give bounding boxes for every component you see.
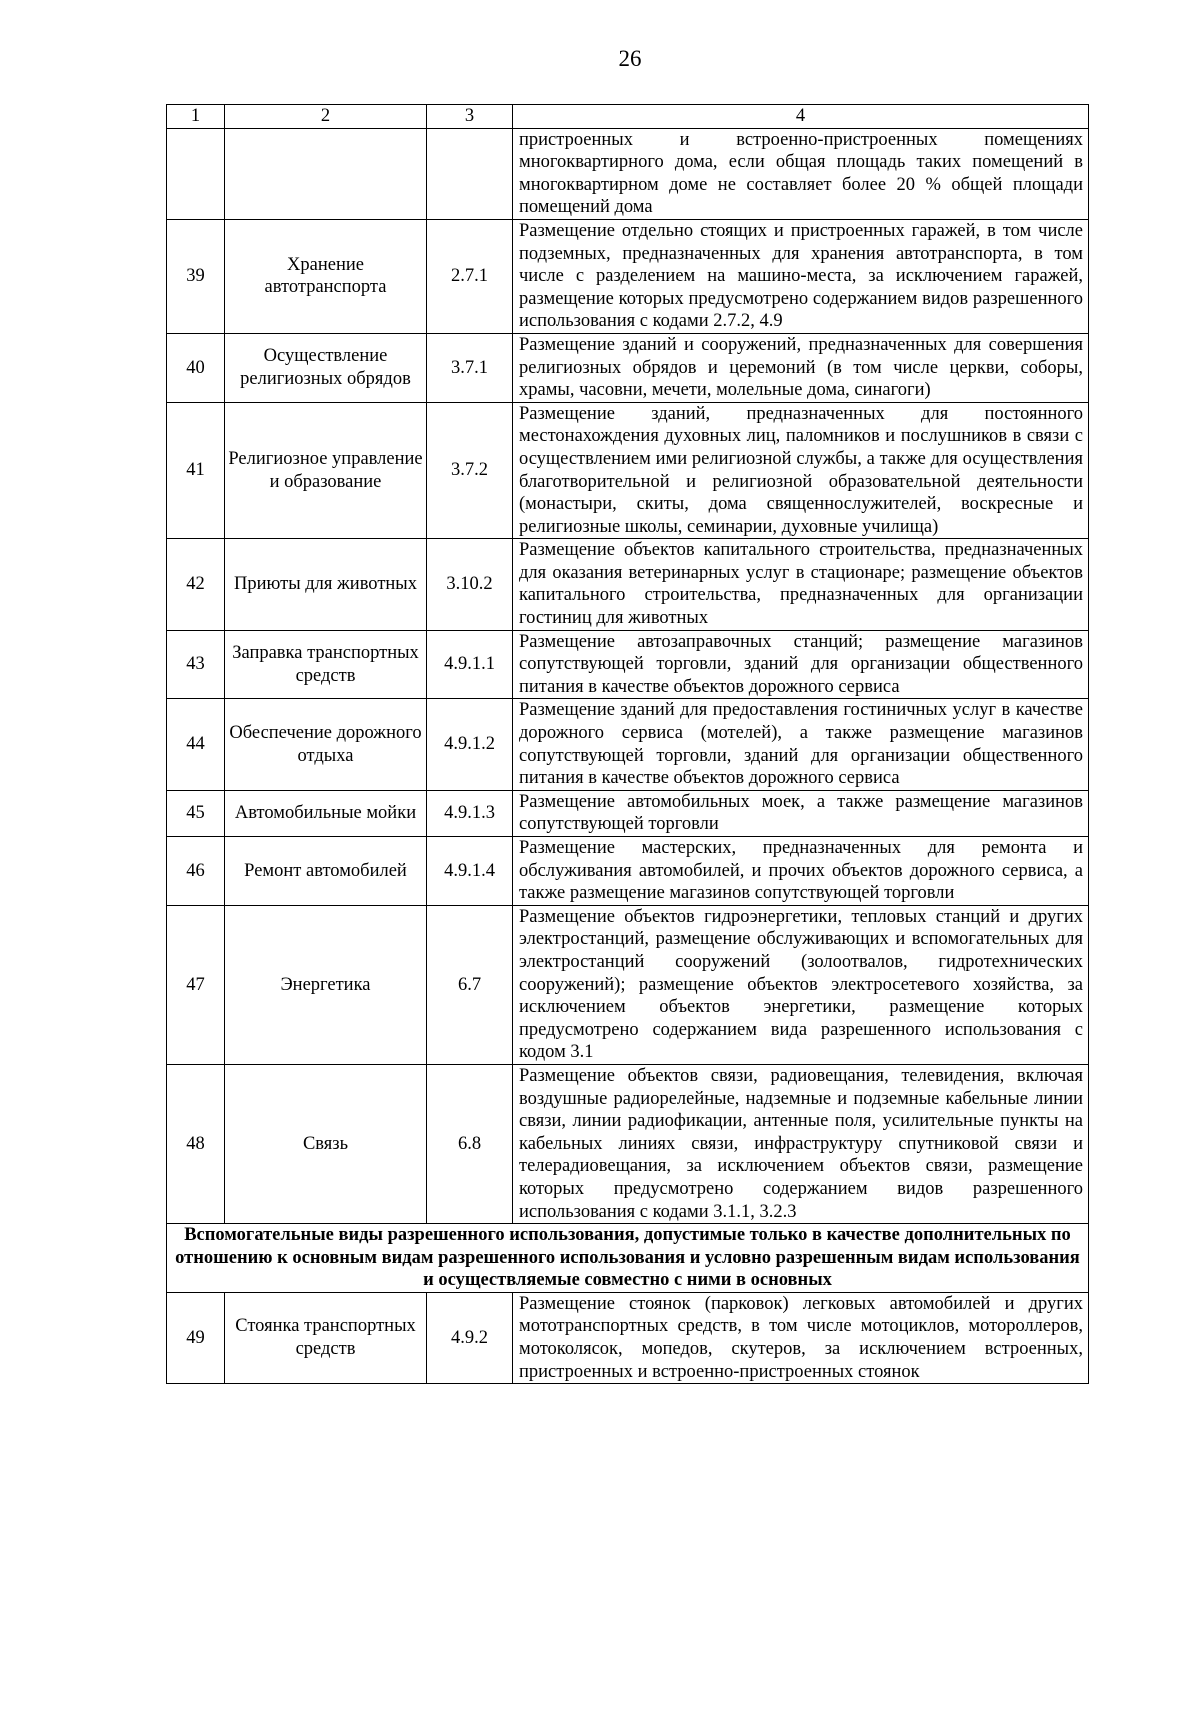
table-row xyxy=(167,539,1089,630)
table-row xyxy=(167,333,1089,402)
table-row xyxy=(167,837,1089,906)
use-code: 4.9.1.3 xyxy=(427,790,513,836)
use-name: Связь xyxy=(225,1064,427,1223)
table-row xyxy=(167,630,1089,699)
use-description: Размещение объектов гидроэнергетики, тепловых станций и других электростанций, размещение обслуживающих и вспомогательных для электростанций сооружений (золоотвалов, гидротехнических сооружений); размещение объектов электросетевого хозяйства, за исключением объектов энергетики, размещение которых предусмотрено содержанием вида разрешенного использования с кодом 3.1 xyxy=(513,905,1089,1064)
use-name: Энергетика xyxy=(225,905,427,1064)
row-number: 48 xyxy=(167,1064,225,1223)
table-header-row xyxy=(167,105,1089,129)
use-description: Размещение зданий, предназначенных для постоянного местонахождения духовных лиц, паломников и послушников в связи с осуществлением ими религиозной службы, а также для осуществления благотворительной и религиозной образовательной деятельности (монастыри, скиты, дома священнослужителей, воскресные и религиозные школы, семинарии, духовные училища) xyxy=(513,402,1089,539)
land-use-table xyxy=(166,104,1088,1384)
use-code: 3.7.1 xyxy=(427,333,513,402)
table-row xyxy=(167,1292,1089,1383)
table-row xyxy=(167,219,1089,333)
row-number: 39 xyxy=(167,219,225,333)
use-description: Размещение объектов капитального строительства, предназначенных для оказания ветеринарных услуг в стационаре; размещение объектов капитального строительства, предназначенных для организации гостиниц для животных xyxy=(513,539,1089,630)
row-number: 43 xyxy=(167,630,225,699)
use-code: 3.10.2 xyxy=(427,539,513,630)
column-header-2: 2 xyxy=(225,105,427,129)
use-description: Размещение объектов связи, радиовещания, телевидения, включая воздушные радиорелейные, надземные и подземные кабельные линии связи, линии радиофикации, антенные поля, усилительные пункты на кабельных линиях связи, инфраструктуру спутниковой связи и телерадиовещания, за исключением объектов связи, размещение которых предусмотрено содержанием видов разрешенного использования с кодами 3.1.1, 3.2.3 xyxy=(513,1064,1089,1223)
use-description: Размещение отдельно стоящих и пристроенных гаражей, в том числе подземных, предназначенных для хранения автотранспорта, в том числе с разделением на машино-места, за исключением гаражей, размещение которых предусмотрено содержанием видов разрешенного использования с кодами 2.7.2, 4.9 xyxy=(513,219,1089,333)
use-description: Размещение зданий для предоставления гостиничных услуг в качестве дорожного сервиса (мотелей), а также размещение магазинов сопутствующей торговли, зданий для организации общественного питания в качестве объектов дорожного сервиса xyxy=(513,699,1089,790)
continuation-text: пристроенных и встроенно-пристроенных помещениях многоквартирного дома, если общая площадь таких помещений в многоквартирном доме не составляет более 20 % общей площади помещений дома xyxy=(513,128,1089,219)
use-code: 4.9.2 xyxy=(427,1292,513,1383)
table-row xyxy=(167,402,1089,539)
row-number: 46 xyxy=(167,837,225,906)
use-name: Стоянка транспортных средств xyxy=(225,1292,427,1383)
use-name: Осуществление религиозных обрядов xyxy=(225,333,427,402)
use-code: 2.7.1 xyxy=(427,219,513,333)
table-row xyxy=(167,699,1089,790)
use-description: Размещение автозаправочных станций; размещение магазинов сопутствующей торговли, зданий для организации общественного питания в качестве объектов дорожного сервиса xyxy=(513,630,1089,699)
use-name: Заправка транспортных средств xyxy=(225,630,427,699)
use-description: Размещение зданий и сооружений, предназначенных для совершения религиозных обрядов и церемоний (в том числе церкви, соборы, храмы, часовни, мечети, молельные дома, синагоги) xyxy=(513,333,1089,402)
use-name: Приюты для животных xyxy=(225,539,427,630)
table-row xyxy=(167,905,1089,1064)
column-header-3: 3 xyxy=(427,105,513,129)
use-code: 6.7 xyxy=(427,905,513,1064)
section-heading: Вспомогательные виды разрешенного использования, допустимые только в качестве дополнительных по отношению к основным видам разрешенного использования и условно разрешенным видам использования и осуществляемые совместно с ними в основных xyxy=(167,1224,1089,1293)
use-code: 3.7.2 xyxy=(427,402,513,539)
row-number: 40 xyxy=(167,333,225,402)
use-code: 4.9.1.4 xyxy=(427,837,513,906)
use-name: Хранение автотранспорта xyxy=(225,219,427,333)
use-code: 4.9.1.1 xyxy=(427,630,513,699)
table-row xyxy=(167,790,1089,836)
table-row-continuation xyxy=(167,128,1089,219)
use-code: 6.8 xyxy=(427,1064,513,1223)
row-number: 45 xyxy=(167,790,225,836)
use-description: Размещение стоянок (парковок) легковых автомобилей и других мототранспортных средств, в том числе мотоциклов, мотороллеров, мотоколясок, мопедов, скутеров, за исключением встроенных, пристроенных и встроенно-пристроенных стоянок xyxy=(513,1292,1089,1383)
use-name: Религиозное управление и образование xyxy=(225,402,427,539)
page-number: 26 xyxy=(618,46,642,71)
use-name: Обеспечение дорожного отдыха xyxy=(225,699,427,790)
row-number: 41 xyxy=(167,402,225,539)
use-code: 4.9.1.2 xyxy=(427,699,513,790)
column-header-1: 1 xyxy=(167,105,225,129)
use-name: Ремонт автомобилей xyxy=(225,837,427,906)
row-number: 44 xyxy=(167,699,225,790)
use-description: Размещение автомобильных моек, а также размещение магазинов сопутствующей торговли xyxy=(513,790,1089,836)
section-heading-row xyxy=(167,1224,1089,1293)
table-row xyxy=(167,1064,1089,1223)
row-number: 47 xyxy=(167,905,225,1064)
use-name: Автомобильные мойки xyxy=(225,790,427,836)
row-number: 42 xyxy=(167,539,225,630)
row-number: 49 xyxy=(167,1292,225,1383)
use-description: Размещение мастерских, предназначенных для ремонта и обслуживания автомобилей, и прочих объектов дорожного сервиса, а также размещение магазинов сопутствующей торговли xyxy=(513,837,1089,906)
column-header-4: 4 xyxy=(513,105,1089,129)
